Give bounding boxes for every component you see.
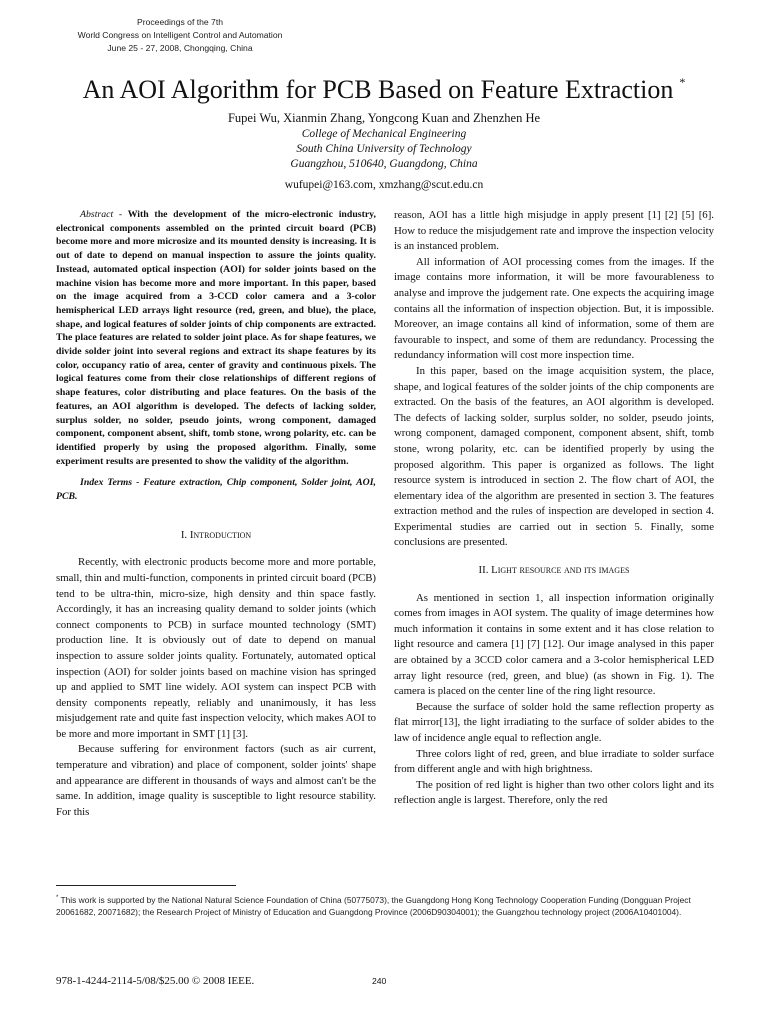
proceedings-header [60, 16, 300, 55]
index-terms: Index Terms - Feature extraction, Chip component, Solder joint, AOI, PCB. [56, 477, 376, 503]
proceedings-line: June 25 - 27, 2008, Chongqing, China [107, 43, 253, 53]
title-footnote-mark: * [679, 75, 686, 89]
paper-title [0, 66, 768, 106]
section-title: Light resource and its images [491, 564, 630, 577]
paragraph: reason, AOI has a little high misjudge in apply present [1] [2] [5] [6]. How to reduce the misjudgement rate and improve the inspection velocity is an instanced problem. [394, 209, 714, 253]
paragraph: As mentioned in section 1, all inspection information originally comes from images in AOI system. The quality of image determines how much information it contains in some extent and it has close relation to light resource and camera [1] [7] [12]. Our image analysed in this paper are obtained by a 3CCD color camera and a 3-color hemispherical LED array light resource (red, green, and blue) (as shown in Fig. 1). The camera is placed on the center line of the ring light resource. [394, 591, 714, 698]
footnote-text: This work is supported by the National Natural Science Foundation of China (50775073), the Guangdong Hong Kong Technology Cooperation Funding (Dongguan Project 20061682, 20071682); the Research Project of Ministry of Education and Guangdong Province (2006D90304001); the Guangzhou technology project (2006A10401004). [56, 894, 691, 918]
paper-title-text: An AOI Algorithm for PCB Based on Feature Extraction [82, 75, 674, 104]
paragraph: In this paper, based on the image acquisition system, the place, shape, and logical features of the solder joints of the chip components are extracted. On the basis of the features, an AOI algorithm is developed. The defects of lacking solder, surplus solder, no solder, pseudo joints, wrong component, damaged component, component absent, shift, tomb stone, wrong polarity, etc. can be identified properly by using the proposed algorithm. This paper is organized as follows. The light resource system is introduced in section 2. The flow chart of AOI, the elementary idea of the algorithm are presented in section 3. The features extraction method and the rules of inspection are developed in section 4. Experimental studies are carried out in section 5. Finally, some conclusions are presented. [394, 364, 714, 549]
footnote-divider [56, 885, 236, 886]
proceedings-line: World Congress on Intelligent Control and Automation [77, 30, 283, 40]
footnote-mark: * [56, 895, 59, 901]
paragraph: The position of red light is higher than two other colors light and its reflection angle is largest. Therefore, only the red [394, 778, 714, 807]
section-heading [56, 528, 376, 544]
paragraph: Because suffering for environment factors (such as air current, temperature and vibration) and place of component, solder joints' shape and appearance are different in thousands of ways and almost can't be the same. In addition, image quality is susceptible to light resource stability. For this [56, 743, 376, 818]
proceedings-line: Proceedings of the 7th [137, 17, 223, 27]
section-number: I. [180, 528, 188, 541]
page-number: 240 [372, 976, 387, 986]
affiliation-line: South China University of Technology [296, 143, 472, 155]
section-heading [394, 563, 714, 579]
abstract-label: Abstract - [80, 209, 123, 220]
author-emails: wufupei@163.com, xmzhang@scut.edu.cn [284, 179, 484, 191]
abstract [56, 208, 376, 468]
affiliation-line: Guangzhou, 510640, Guangdong, China [290, 158, 478, 170]
paragraph: Recently, with electronic products become more and more portable, small, thin and multi-function, components in printed circuit board (PCB) tend to be ultra-thin, micro-size, high density and thin space fastly. Accordingly, it has an increasing quality demand to solder joints (which connect components to PCB) in surface mounted technology (SMT) production line. It is obviously out of date to depend on manual inspection to assure solder joints quality. Fortunately, automated optical inspection (AOI) for solder joints based on machine vision has springed up and applied to SMT line widely. AOI system can inspect PCB with density components repeatly, reliably and unanimously, it has less misjudgement rate and quite fast inspection velocity, which makes AOI to be more and more important in SMT [1] [3]. [56, 556, 376, 740]
paragraph: All information of AOI processing comes from the images. If the image contains more information, it will be more favourableness to analyse and improve the judgement rate. One expects the acquiring image contains all the information of inspection objection. But, it is impossible. Moreover, an image contains all kind of information, some of them are favourable to inspect, and some of them are redundancy. Processing the redundancy information will cost more inspection time. [394, 255, 714, 362]
paragraph: Three colors light of red, green, and blue irradiate to solder surface from different angle and with high brightness. [394, 747, 714, 776]
section-title: Introduction [189, 528, 252, 541]
footnote [56, 892, 716, 918]
affiliation-line: College of Mechanical Engineering [301, 128, 467, 140]
affiliation [0, 127, 768, 172]
left-column [56, 208, 376, 820]
right-column [394, 208, 714, 809]
abstract-text: With the development of the micro-electronic industry, electronical components assembled on the printed circuit board (PCB) become more and more microsize and its mounted density is increasing. It is out of date to depend on manual inspection to assure the joints quality. Instead, automated optical inspection (AOI) for solder joints based on the machine vision has become more and more important. In this paper, based on the image acquired from a 3-CCD color camera and a 3-color hemispherical LED arrays light resource (red, green, and blue), the place, shape, and logical features of solder joints of chip components are extracted. The place features are related to solder joint place. As for shape features, we divide solder joint into several regions and extract its shape features by its color, occupancy ratio of area, center of gravity and continuous pixels. The logical features come from their close relationships of different regions of shape features, color distributing and place features. On the basis of the features, an AOI algorithm is developed. The defects of lacking solder, surplus solder, no solder, pseudo joints, wrong component, damaged component, component absent, shift, tomb stone, wrong polarity, etc. can be identified properly by using the proposed algorithm. Finally, some experiment results are presented to show the validity of the algorithm. [56, 209, 376, 467]
author-list: Fupei Wu, Xianmin Zhang, Yongcong Kuan and Zhenzhen He [227, 111, 541, 125]
section-number: II. [478, 564, 489, 577]
copyright-notice: 978-1-4244-2114-5/08/$25.00 © 2008 IEEE. [56, 975, 255, 987]
paragraph: Because the surface of solder hold the same reflection property as flat mirror[13], the light irradiating to the surface of solder abides to the law of incidence angle equal to reflection angle. [394, 700, 714, 744]
